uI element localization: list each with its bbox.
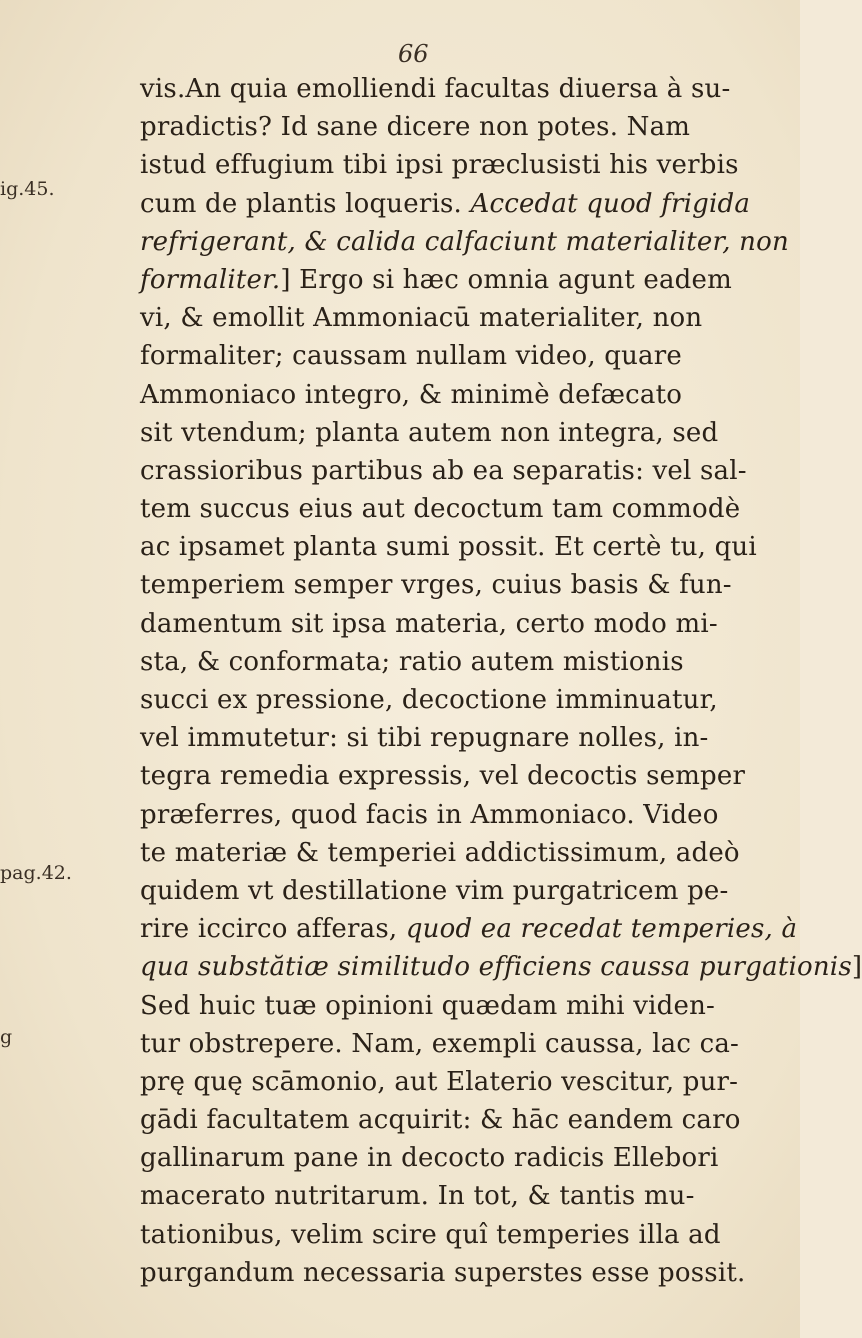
text-segment: pradictis? Id sane dicere non potes. Nam bbox=[140, 112, 691, 143]
text-line bbox=[140, 1063, 780, 1101]
text-line bbox=[140, 796, 780, 834]
text-line bbox=[140, 719, 780, 757]
text-line bbox=[140, 528, 780, 566]
text-segment: sit vtendum; planta autem non integra, sed bbox=[140, 417, 719, 448]
text-line bbox=[140, 643, 780, 681]
text-segment: vel immutetur: si tibi repugnare nolles, in- bbox=[140, 723, 709, 754]
text-line bbox=[140, 1139, 780, 1177]
text-segment: crassioribus partibus ab ea separatis: vel sal- bbox=[140, 455, 747, 486]
text-line bbox=[140, 1177, 780, 1215]
text-line bbox=[140, 146, 780, 184]
text-segment: cum de plantis loqueris. bbox=[140, 188, 471, 219]
margin-note: ig.45. bbox=[0, 178, 55, 200]
text-segment: Ammoniaco integro, & minimè defæcato bbox=[140, 379, 683, 410]
text-segment: prę quę scāmonio, aut Elaterio vescitur, pur- bbox=[140, 1066, 739, 1097]
text-line bbox=[140, 108, 780, 146]
text-line bbox=[140, 910, 798, 948]
text-line bbox=[140, 261, 780, 299]
text-line bbox=[140, 1025, 780, 1063]
italic-quotation: formaliter. bbox=[140, 264, 281, 295]
text-line bbox=[140, 834, 780, 872]
margin-note: g bbox=[0, 1026, 13, 1048]
italic-quotation: qua substătiæ similitudo efficiens caussa purgationis bbox=[140, 952, 852, 983]
text-line bbox=[140, 70, 780, 108]
text-line bbox=[140, 566, 780, 604]
text-line bbox=[140, 337, 780, 375]
text-line bbox=[140, 948, 862, 986]
text-line bbox=[140, 987, 780, 1025]
text-segment: damentum sit ipsa materia, certo modo mi- bbox=[140, 608, 718, 639]
body-text bbox=[140, 70, 862, 1292]
text-line bbox=[140, 1101, 780, 1139]
text-segment: macerato nutritarum. In tot, & tantis mu- bbox=[140, 1181, 695, 1212]
italic-quotation: refrigerant, & calida calfaciunt materialiter, non bbox=[140, 226, 789, 257]
text-segment: quidem vt destillatione vim purgatricem pe- bbox=[140, 875, 729, 906]
text-line bbox=[140, 681, 780, 719]
text-line bbox=[140, 452, 780, 490]
text-segment: purgandum necessaria superstes esse possit. bbox=[140, 1257, 746, 1288]
text-line bbox=[140, 1254, 780, 1292]
text-line bbox=[140, 605, 780, 643]
text-segment: tationibus, velim scire quî temperies illa ad bbox=[140, 1219, 721, 1250]
text-line bbox=[140, 1216, 780, 1254]
text-segment: gallinarum pane in decocto radicis Ellebori bbox=[140, 1143, 719, 1174]
text-segment: sta, & conformata; ratio autem mistionis bbox=[140, 646, 684, 677]
text-line bbox=[140, 757, 780, 795]
text-segment: tem succus eius aut decoctum tam commodè bbox=[140, 494, 741, 525]
text-segment: te materiæ & temperiei addictissimum, adeò bbox=[140, 837, 740, 868]
page-number: 66 bbox=[398, 40, 429, 68]
text-line bbox=[140, 376, 780, 414]
text-segment: vi, & emollit Ammoniacū materialiter, non bbox=[140, 303, 703, 334]
italic-quotation: Accedat quod frigida bbox=[470, 188, 751, 219]
text-line bbox=[140, 490, 780, 528]
italic-quotation: quod ea recedat temperies, à bbox=[405, 914, 798, 945]
text-segment: formaliter; caussam nullam video, quare bbox=[140, 341, 682, 372]
text-line bbox=[140, 414, 780, 452]
text-segment: vis.An quia emolliendi facultas diuersa à su- bbox=[140, 74, 731, 104]
text-segment: Sed huic tuæ opinioni quædam mihi viden- bbox=[140, 990, 716, 1021]
text-segment: succi ex pressione, decoctione imminuatur, bbox=[140, 685, 718, 715]
text-segment: ] Ergo si hæc omnia agunt eadem bbox=[280, 264, 732, 295]
text-line bbox=[140, 299, 780, 337]
text-segment: tegra remedia expressis, vel decoctis semper bbox=[140, 761, 746, 792]
text-segment: rire iccirco afferas, bbox=[140, 914, 406, 945]
text-segment: istud effugium tibi ipsi præclusisti his verbis bbox=[140, 150, 739, 181]
text-segment: præferres, quod facis in Ammoniaco. Video bbox=[140, 799, 719, 830]
text-segment: tur obstrepere. Nam, exempli caussa, lac ca- bbox=[140, 1028, 740, 1059]
text-line bbox=[140, 223, 789, 261]
margin-note: pag.42. bbox=[0, 862, 72, 884]
text-segment: temperiem semper vrges, cuius basis & fun- bbox=[140, 570, 732, 601]
text-segment: ] bbox=[851, 952, 862, 983]
text-line bbox=[140, 185, 780, 223]
text-segment: gādi facultatem acquirit: & hāc eandem caro bbox=[140, 1105, 741, 1136]
text-line bbox=[140, 872, 780, 910]
text-segment: ac ipsamet planta sumi possit. Et certè tu, qui bbox=[140, 532, 757, 563]
